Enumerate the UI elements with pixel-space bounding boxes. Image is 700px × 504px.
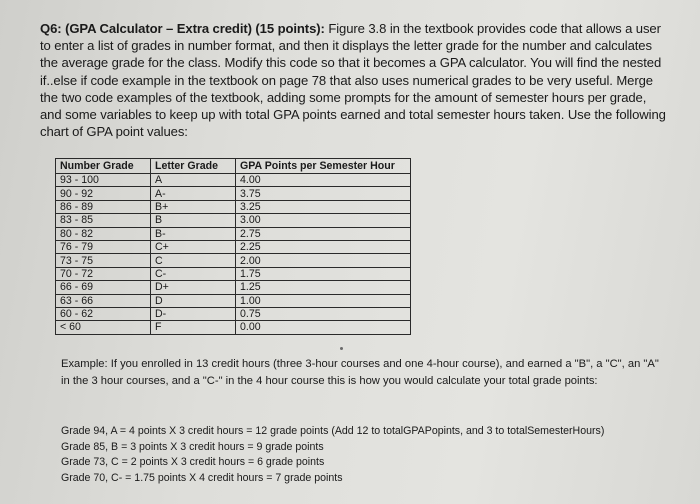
- letter-grade-cell: B: [151, 214, 236, 227]
- mouse-cursor-dot: [340, 347, 343, 350]
- number-grade-cell: 83 - 85: [56, 214, 151, 227]
- letter-grade-cell: A-: [151, 187, 236, 200]
- table-row: [56, 294, 411, 307]
- letter-grade-cell: D+: [151, 281, 236, 294]
- letter-grade-cell: B-: [151, 227, 236, 240]
- letter-grade-cell: C-: [151, 267, 236, 280]
- gpa-chart-table: [55, 158, 411, 335]
- calculation-list: [61, 424, 671, 486]
- number-grade-cell: 76 - 79: [56, 240, 151, 253]
- table-row: [56, 187, 411, 200]
- table-row: [56, 200, 411, 213]
- table-row: [56, 281, 411, 294]
- header-gpa-points: GPA Points per Semester Hour: [236, 159, 411, 174]
- gpa-points-cell: 2.00: [236, 254, 411, 267]
- header-number-grade: Number Grade: [56, 159, 151, 174]
- table-row: [56, 214, 411, 227]
- table-row: [56, 174, 411, 187]
- number-grade-cell: 86 - 89: [56, 200, 151, 213]
- gpa-points-cell: 2.25: [236, 240, 411, 253]
- table-header-row: [56, 159, 411, 174]
- question-paragraph: [40, 20, 668, 140]
- question-body: Figure 3.8 in the textbook provides code that allows a user to enter a list of grades in number format, and then it displays the letter grade for the number and calculates the average grade for the class. Modify this code so that it becomes a GPA calculator. You will find the nested if..else if code example in the textbook on page 78 that also uses numerical grades to be very useful. Merge the two code examples of the textbook, adding some prompts for the amount of semester hours per grade, and some variables to keep up with total GPA points earned and total semester hours taken. Use the following chart of GPA point values:: [40, 21, 666, 140]
- number-grade-cell: < 60: [56, 321, 151, 334]
- gpa-points-cell: 1.75: [236, 267, 411, 280]
- table-row: [56, 240, 411, 253]
- table-row: [56, 321, 411, 334]
- calculation-line: Grade 85, B = 3 points X 3 credit hours = 9 grade points: [61, 440, 324, 453]
- calculation-line: Grade 73, C = 2 points X 3 credit hours = 6 grade points: [61, 456, 325, 468]
- gpa-points-cell: 3.75: [236, 187, 411, 200]
- letter-grade-cell: C: [151, 254, 236, 267]
- example-paragraph: Example: If you enrolled in 13 credit hours (three 3-hour courses and one 4-hour course), and earned a "B", a "C", an "A" in the 3 hour courses, and a "C-" in the 4 hour course this is how you would calculate your total grade points:: [61, 358, 659, 387]
- number-grade-cell: 73 - 75: [56, 254, 151, 267]
- letter-grade-cell: D-: [151, 307, 236, 320]
- gpa-points-cell: 1.25: [236, 281, 411, 294]
- gpa-points-cell: 3.00: [236, 214, 411, 227]
- table-row: [56, 227, 411, 240]
- letter-grade-cell: D: [151, 294, 236, 307]
- number-grade-cell: 70 - 72: [56, 267, 151, 280]
- header-letter-grade: Letter Grade: [151, 159, 236, 174]
- gpa-points-cell: 1.00: [236, 294, 411, 307]
- number-grade-cell: 80 - 82: [56, 227, 151, 240]
- calculation-line: Grade 70, C- = 1.75 points X 4 credit hours = 7 grade points: [61, 471, 343, 484]
- calculation-line: Grade 94, A = 4 points X 3 credit hours = 12 grade points (Add 12 to totalGPAPopints, and 3 to totalSemesterHours): [61, 425, 605, 437]
- number-grade-cell: 66 - 69: [56, 281, 151, 294]
- question-label: Q6: (GPA Calculator – Extra credit) (15 points):: [40, 21, 325, 36]
- letter-grade-cell: F: [151, 321, 236, 334]
- letter-grade-cell: B+: [151, 200, 236, 213]
- gpa-points-cell: 4.00: [236, 174, 411, 187]
- number-grade-cell: 93 - 100: [56, 174, 151, 187]
- table-row: [56, 254, 411, 267]
- number-grade-cell: 90 - 92: [56, 187, 151, 200]
- number-grade-cell: 60 - 62: [56, 307, 151, 320]
- gpa-points-cell: 0.75: [236, 307, 411, 320]
- table-row: [56, 307, 411, 320]
- gpa-points-cell: 3.25: [236, 200, 411, 213]
- gpa-points-cell: 0.00: [236, 321, 411, 334]
- number-grade-cell: 63 - 66: [56, 294, 151, 307]
- letter-grade-cell: C+: [151, 240, 236, 253]
- gpa-points-cell: 2.75: [236, 227, 411, 240]
- table-row: [56, 267, 411, 280]
- letter-grade-cell: A: [151, 174, 236, 187]
